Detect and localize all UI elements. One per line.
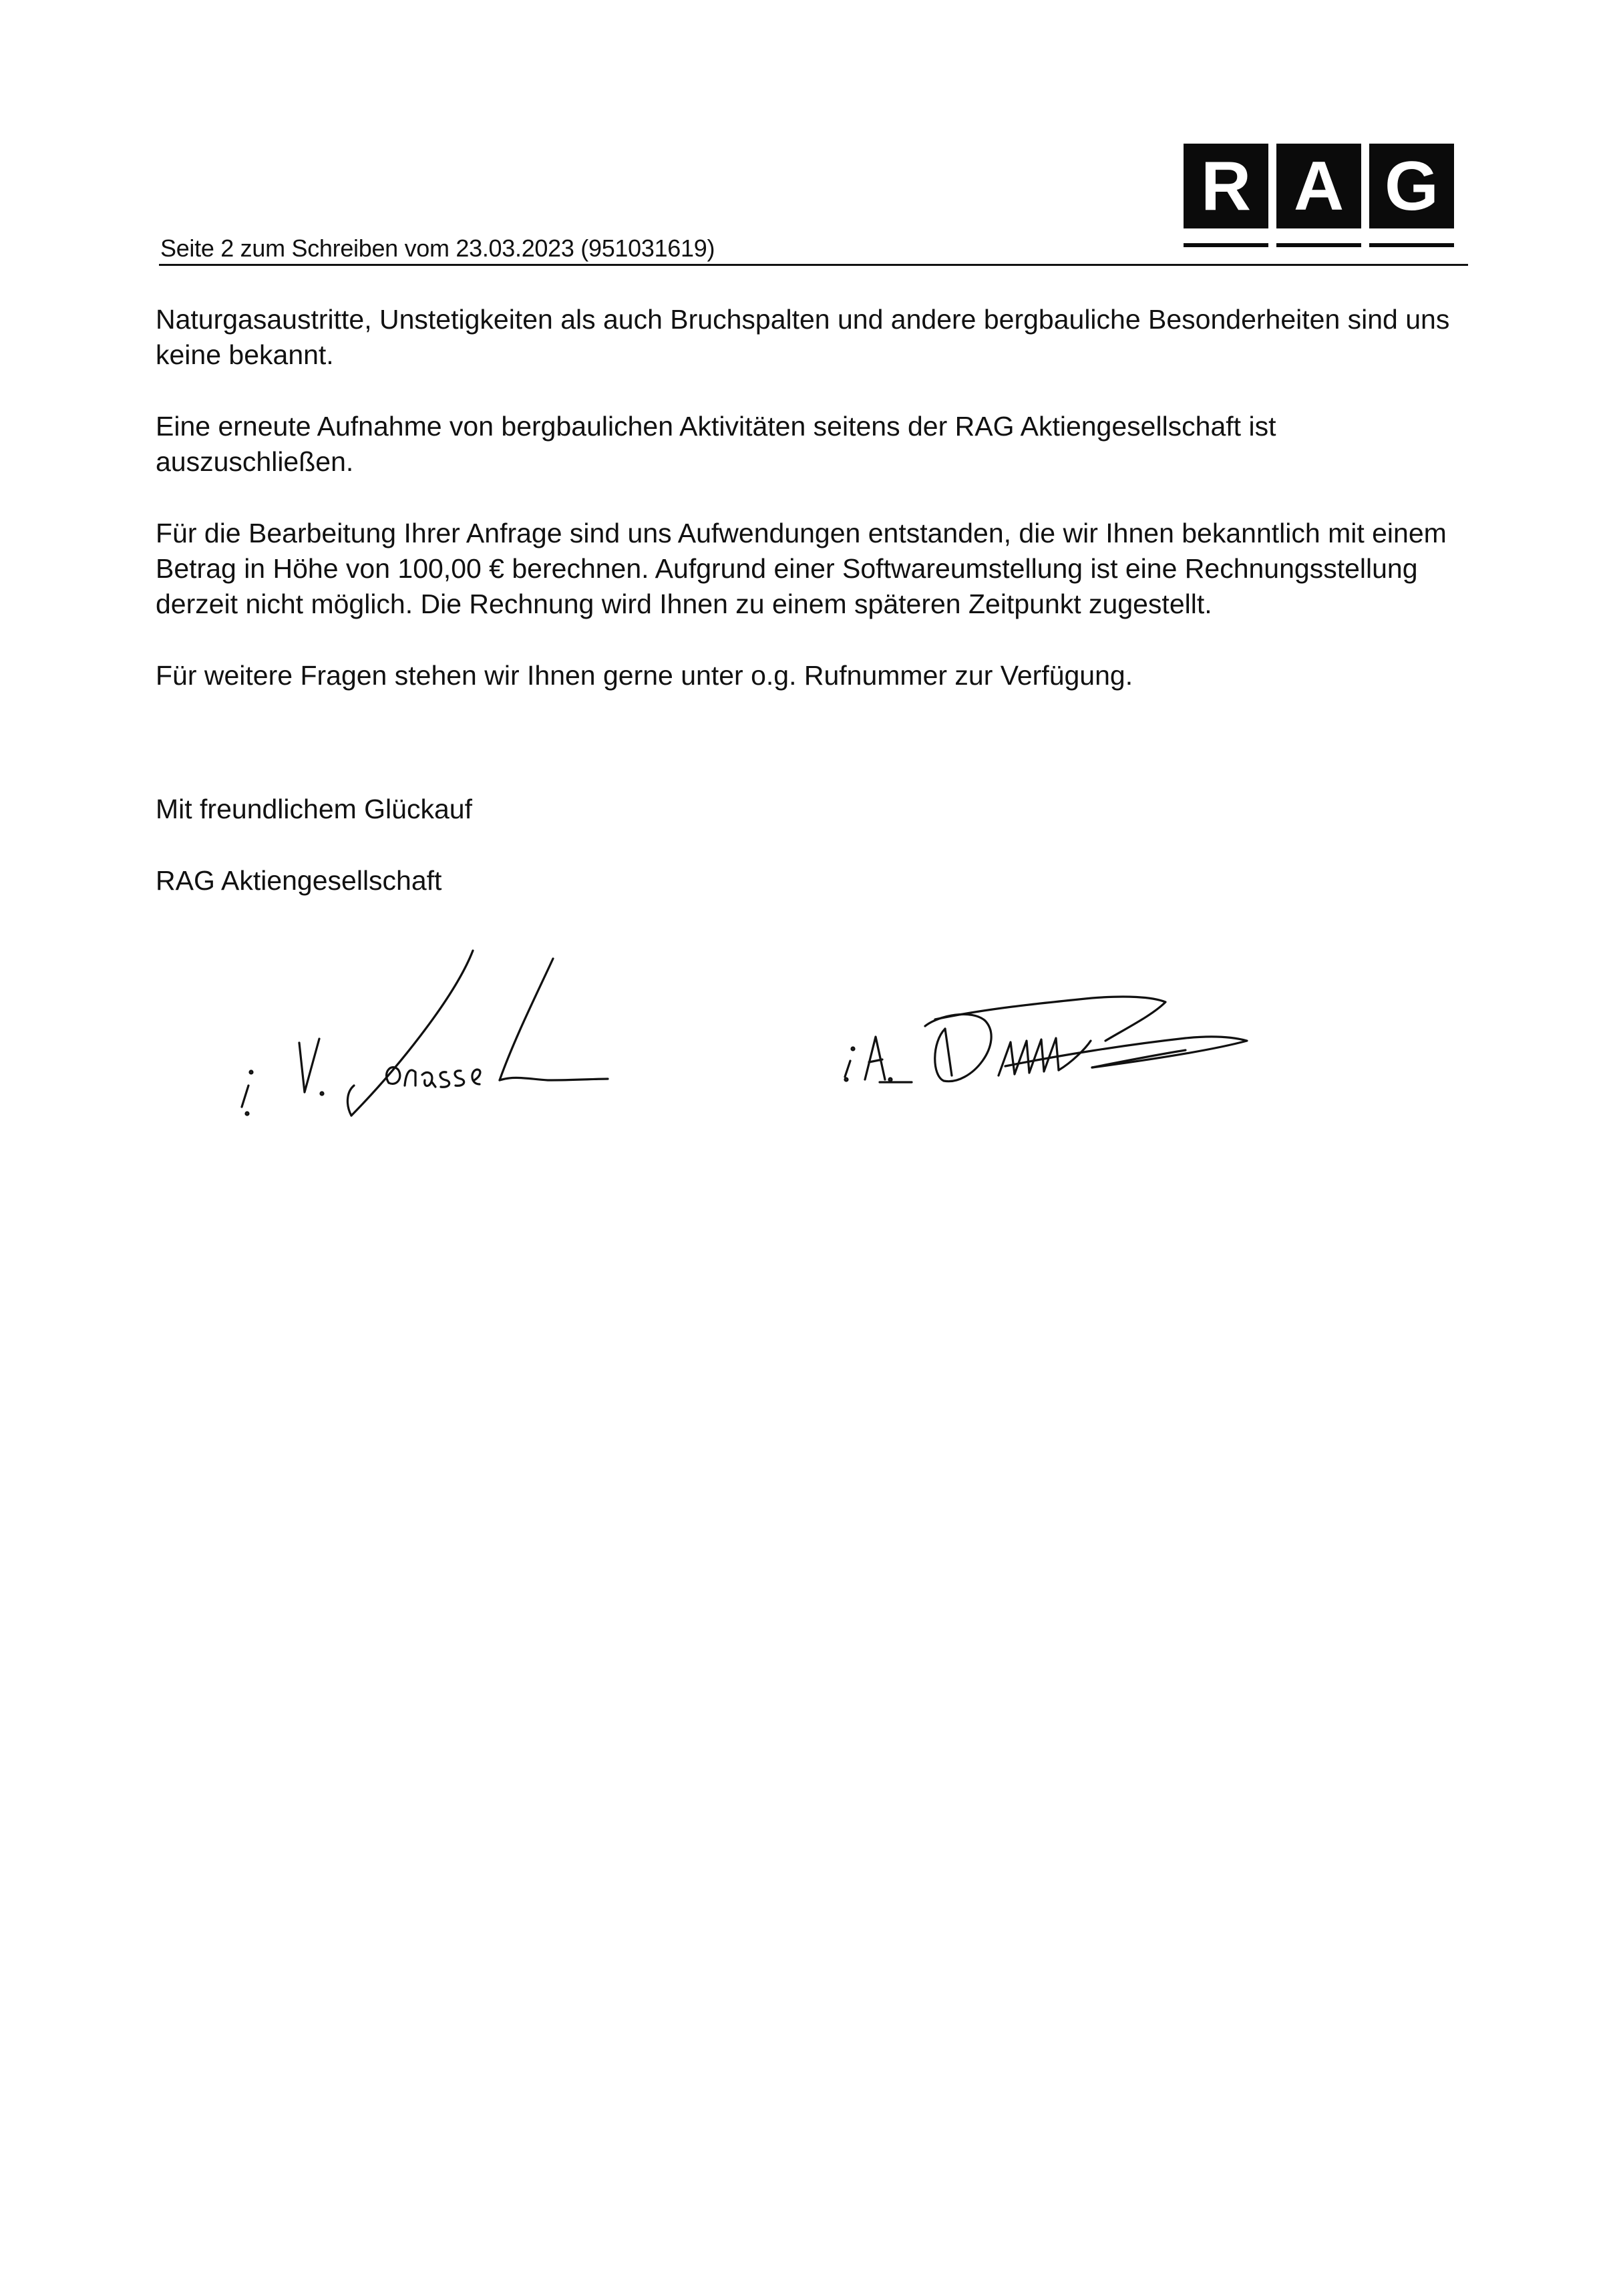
page-header <box>159 234 1468 266</box>
paragraph-mining-activities: Eine erneute Aufnahme von bergbaulichen Aktivitäten seitens der RAG Aktiengesellschaft ist auszuschließen. <box>156 411 1276 477</box>
logo-letter-g: G <box>1369 144 1454 228</box>
company-name: RAG Aktiengesellschaft <box>156 865 442 896</box>
logo-letter-a: A <box>1276 144 1361 228</box>
paragraph-gas-emissions: Naturgasaustritte, Unstetigkeiten als auch Bruchspalten und andere bergbauliche Besonderheiten sind uns keine bekannt. <box>156 304 1450 370</box>
logo-letter-r: R <box>1184 144 1268 228</box>
closing-greeting: Mit freundlichem Glückauf <box>156 794 472 824</box>
signature-right <box>838 962 1279 1096</box>
paragraph-fees: Für die Bearbeitung Ihrer Anfrage sind uns Aufwendungen entstanden, die wir Ihnen bekanntlich mit einem Betrag in Höhe von 100,00 € berechnen. Aufgrund einer Softwareumstellung ist eine Rechnungsstellung derzeit nicht möglich. Die Rechnung wird Ihnen zu einem späteren Zeitpunkt zugestellt. <box>156 518 1447 619</box>
letter-body <box>156 302 1465 729</box>
page-reference: Seite 2 zum Schreiben vom 23.03.2023 (951031619) <box>160 234 715 262</box>
signature-left <box>234 939 621 1126</box>
paragraph-contact: Für weitere Fragen stehen wir Ihnen gerne unter o.g. Rufnummer zur Verfügung. <box>156 660 1133 691</box>
